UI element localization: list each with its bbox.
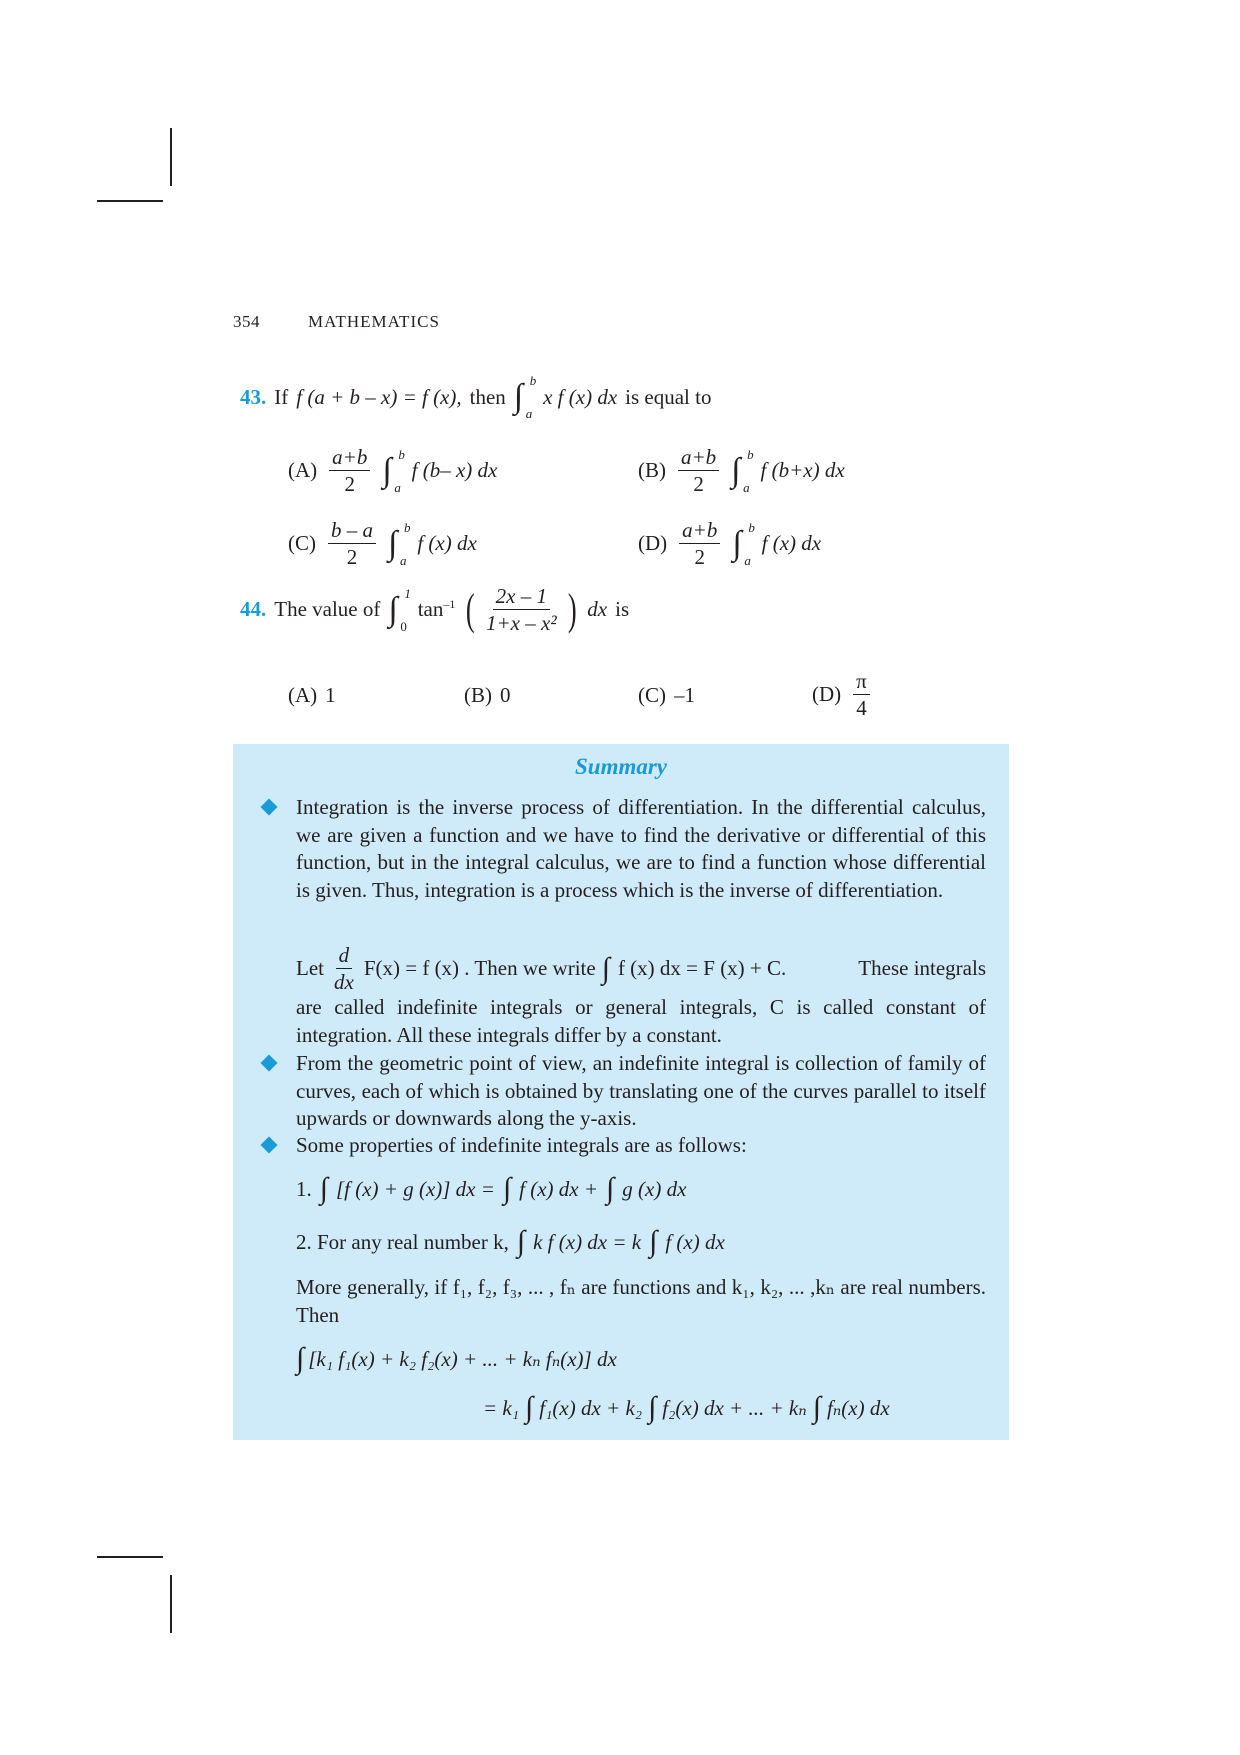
summary-paragraph-1: Integration is the inverse process of differentiation. In the differential calculus, we are given a function and we have to find the derivative or differential of this function, but in the integral calculus, we are to find a function whose differential is given. Thus, integration is a process which is the inverse of differentiation. [296,795,986,902]
property-1-lhs: [f (x) + g (x)] dx = [335,1176,495,1201]
option-integrand: f (b– x) dx [411,458,498,483]
option-value: 0 [500,683,511,707]
integral-sign: ∫ b a [731,446,754,495]
option-43-c[interactable] [288,519,477,568]
option-label: (B) [464,683,492,707]
integral-sign: ∫ [601,951,610,985]
frac-num: 2x – 1 [493,585,550,610]
diamond-bullet-icon [261,799,278,816]
integral-sign: ∫ b a [732,519,755,568]
property-number: 1. [296,1176,312,1201]
option-43-a[interactable] [288,446,497,495]
d-num: d [336,944,353,969]
option-44-b[interactable] [464,683,511,708]
diamond-bullet-icon [261,1137,278,1154]
coef-num: a+b [679,519,720,544]
coef-den: 2 [694,545,705,570]
property-1-mid: f (x) dx + [519,1176,599,1201]
summary-box [233,744,1009,1440]
option-44-d[interactable] [812,670,874,719]
let-eq2: f (x) dx = F (x) + C. [617,956,787,981]
integral-sign: ∫ [812,1391,821,1424]
coef-num: b – a [328,519,376,544]
option-integrand: f (b+x) dx [760,458,845,483]
question-then: then [469,384,506,409]
coef-num: a+b [329,446,370,471]
integral-sign: ∫ [296,1342,305,1375]
integral-sign: ∫ [502,1172,512,1205]
question-43 [240,373,712,421]
integral-sign: ∫ [525,1391,534,1424]
dx-den: dx [333,970,354,995]
option-label: (A) [288,458,318,483]
summary-title: Summary [574,754,668,779]
general-rhs-4: fₙ(x) dx [826,1395,890,1420]
question-tail: is equal to [625,384,712,409]
option-label: (D) [812,682,842,707]
paren-left: ( [466,584,476,634]
question-integrand: x f (x) dx [543,384,618,409]
general-rhs-2: f₁(x) dx + k₂ [539,1395,643,1420]
coef-num: a+b [678,446,719,471]
running-title: MATHEMATICS [308,312,440,331]
crop-mark-bottom-vertical [170,1575,172,1633]
value-den: 4 [856,696,867,721]
option-43-d[interactable] [638,519,821,568]
option-label: (A) [288,683,318,707]
question-lead: The value of [274,597,381,622]
general-rhs-1: = k₁ [483,1395,520,1420]
coef-den: 2 [344,472,355,497]
option-value: 1 [325,683,336,707]
integral-sign: ∫ [319,1172,328,1205]
summary-paragraph-4: Some properties of indefinite integrals are as follows: [296,1133,747,1157]
diamond-bullet-icon [261,1055,278,1072]
crop-mark-bottom-horizontal [97,1556,163,1558]
property-2 [296,1227,725,1257]
integral-sign: ∫ [516,1225,526,1258]
property-2-lead: 2. For any real number k, [296,1229,509,1254]
property-2-rhs: f (x) dx [665,1229,725,1254]
general-lhs-line [296,1344,617,1374]
summary-let-line [296,944,986,993]
let-word: Let [296,956,324,981]
integral-sign: ∫ b a [382,446,405,495]
option-value: –1 [674,683,695,707]
property-1 [296,1174,686,1204]
question-func: $\tan^{-1}$ [417,597,456,622]
integral-sign: ∫ [606,1172,615,1205]
general-rhs-line [483,1393,890,1423]
integral-sign: ∫ b a [388,519,411,568]
summary-paragraph-3: From the geometric point of view, an indefinite integral is collection of family of curves, each of which is obtained by translating one of the curves parallel to itself upwards or downwards along the y-axis. [296,1051,986,1130]
option-integrand: f (x) dx [761,531,822,556]
question-if: If [274,384,289,409]
option-integrand: f (x) dx [417,531,477,556]
property-1-rhs: g (x) dx [622,1176,687,1201]
question-tail: is [615,597,630,622]
option-43-b[interactable] [638,446,845,495]
integral-sign: ∫ 1 0 [388,585,411,634]
integral-sign: ∫ b a [513,373,537,421]
option-44-a[interactable] [288,683,336,708]
option-label: (B) [638,458,666,483]
option-label: (D) [638,531,668,556]
integral-sign: ∫ [649,1225,658,1258]
question-number: 43. [240,384,267,409]
let-tail: These integrals [858,956,986,981]
question-condition: f (a + b – x) = f (x), [296,384,462,409]
crop-mark-top-vertical [170,128,172,186]
option-label: (C) [638,683,666,707]
option-label: (C) [288,531,316,556]
property-2-lhs: k f (x) dx = k [533,1229,642,1254]
frac-den: 1+x – x² [486,611,557,636]
integral-sign: ∫ [648,1391,657,1424]
coef-den: 2 [346,545,358,570]
summary-paragraph-2: are called indefinite integrals or general integrals, C is called constant of integration. All these integrals differ by a constant. [296,995,986,1047]
page-number: 354 [233,312,260,331]
coef-den: 2 [693,472,704,497]
value-num: π [853,670,870,695]
paren-right: ) [567,584,577,634]
question-44 [240,585,629,634]
crop-mark-top-horizontal [97,200,163,202]
question-dx: dx [587,597,608,622]
general-rhs-3: f₂(x) dx + ... + kₙ [662,1395,807,1420]
summary-general: More generally, if f₁, f₂, f₃, ... , fₙ are functions and k₁, k₂, ... ,kₙ are real numbers. Then [296,1275,986,1327]
question-number: 44. [240,597,267,622]
option-44-c[interactable] [638,683,695,708]
general-lhs: [k₁ f₁(x) + k₂ f₂(x) + ... + kₙ fₙ(x)] dx [308,1346,617,1371]
let-eq1: F(x) = f (x) . Then we write [363,956,596,981]
